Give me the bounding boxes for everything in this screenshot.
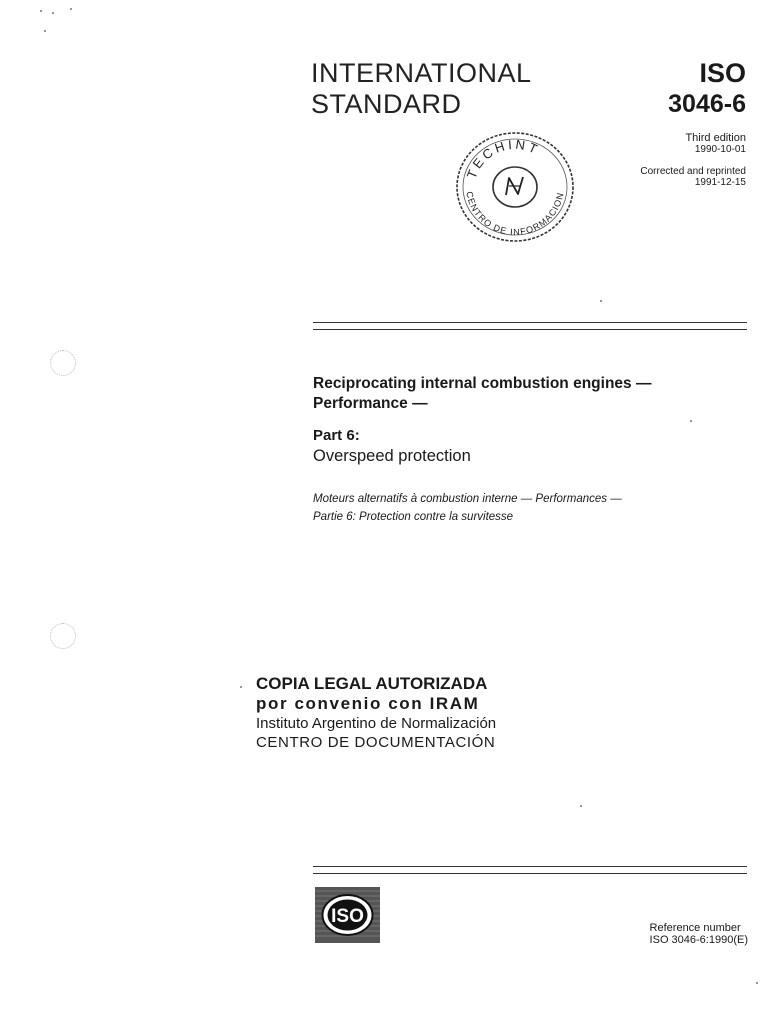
reference-label: Reference number (649, 922, 741, 934)
scan-speck (580, 805, 582, 807)
title-block (313, 374, 743, 526)
edition-date: 1990-10-01 (694, 144, 746, 155)
french-title-line2: Partie 6: Protection contre la survitesse (313, 511, 514, 523)
top-rule (313, 322, 747, 330)
copy-line2: por convenio con IRAM (256, 694, 480, 713)
scan-speck (600, 300, 602, 302)
copy-line3: Instituto Argentino de Normalización (256, 715, 497, 732)
copy-line4: CENTRO DE DOCUMENTACIÓN (256, 734, 496, 751)
french-title-line1: Moteurs alternatifs à combustion interne — Performances — (313, 493, 622, 505)
corrected-date: 1991-12-15 (694, 177, 746, 188)
french-title (313, 490, 743, 526)
scan-speck (690, 420, 692, 422)
scan-speck (756, 982, 758, 984)
corrected-label: Corrected and reprinted (640, 166, 746, 177)
iso-word: ISO (699, 58, 746, 88)
standard-title (311, 58, 532, 120)
punch-hole-mark (50, 350, 76, 376)
punch-hole-mark (50, 623, 76, 649)
standard-title-line2: STANDARD (311, 89, 462, 119)
iso-designation (668, 58, 746, 120)
main-title-line2: Performance — (313, 395, 428, 412)
reference-number: ISO 3046-6:1990(E) (649, 934, 748, 946)
scan-speck (52, 12, 54, 14)
svg-text:TECHINT (464, 137, 543, 181)
iso-logo-text: ISO (331, 906, 364, 927)
part-subtitle: Overspeed protection (313, 447, 471, 465)
bottom-rule (313, 866, 747, 874)
standard-title-line1: INTERNATIONAL (311, 58, 532, 88)
scan-speck (44, 30, 46, 32)
edition-info (640, 133, 746, 188)
scan-speck (40, 10, 42, 12)
edition-label: Third edition (685, 132, 746, 144)
scan-speck (70, 8, 72, 10)
reference-block (650, 922, 748, 946)
copy-line1: COPIA LEGAL AUTORIZADA (256, 674, 488, 693)
part-label: Part 6: (313, 427, 360, 444)
iso-logo (315, 887, 380, 943)
stamp-bottom-text: CENTRO DE INFORMACION (464, 190, 566, 238)
stamp-top-text: TECHINT (463, 136, 543, 181)
techint-stamp (452, 128, 578, 246)
main-title-line1: Reciprocating internal combustion engines — (313, 375, 652, 392)
iso-number: 3046-6 (668, 90, 746, 118)
legal-copy-stamp (256, 674, 496, 752)
scan-speck (240, 686, 242, 688)
